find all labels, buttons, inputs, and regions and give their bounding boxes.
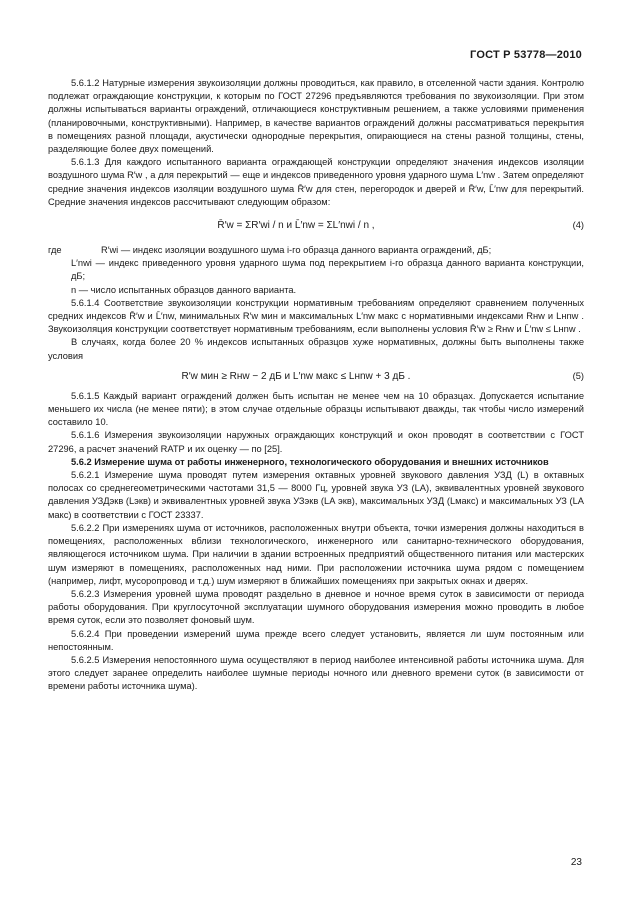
- document-code: ГОСТ Р 53778—2010: [470, 49, 582, 61]
- formula-5-number: (5): [572, 370, 584, 381]
- paragraph-5624: 5.6.2.4 При проведении измерений шума прежде всего следует установить, является ли шум постоянным или непостоянным.: [48, 628, 584, 652]
- where-rwi: R′wi — индекс изоляции воздушного шума i-го образца данного варианта ограждений, дБ;: [101, 245, 492, 256]
- paragraph-5616: 5.6.1.6 Измерения звукоизоляции наружных ограждающих конструкций и окон проводят в соответствии с ГОСТ 27296, а расчет значений RАТР и их оценку — по [25].: [48, 430, 584, 454]
- formula-4-expression: R̄′w = ΣR′wi / n и L̄′nw = ΣL′nwi / n ,: [217, 220, 375, 232]
- paragraph-5621: 5.6.2.1 Измерение шума проводят путем измерения октавных уровней звукового давления УЗД (L) в октавных полосах со среднегеометрическими частотами 31,5 — 8000 Гц, уровней звука УЗ (LА), эквивалентных уровней звукового давления УЗДэкв (Lэкв) и эквивалентных уровней звука УЗэкв (LА экв), максимальных УЗД (Lмакс) и максимальных УЗ (LА макс) в соответствии с ГОСТ 23337.: [48, 470, 584, 520]
- formula-4: [48, 213, 584, 241]
- page-number: 23: [570, 857, 582, 868]
- where-n: n — число испытанных образцов данного варианта.: [71, 284, 297, 295]
- paragraph-5622: 5.6.2.2 При измерениях шума от источников, расположенных внутри объекта, точки измерения должны находиться в помещениях, расположенных вблизи технологического, инженерного или санитарно-технического оборудования, являющегося источником шума. При наличии в здании встроенных предприятий общественного питания или мастерских шум измеряют в помещениях, расположенных над ними. При расположении источника шума рядом с помещением (например, лифт, мусоропровод и т.д.) шум измеряют в ближайших помещениях при закрытых окнах и дверях.: [48, 522, 584, 586]
- paragraph-5612: 5.6.1.2 Натурные измерения звукоизоляции должны проводиться, как правило, в отселенной части здания. Контролю подлежат ограждающие конструкции, к которым по ГОСТ 27296 предъявляются требования по звукоизоляции. При этом должны испытываться варианты ограждений, отличающиеся конструктивным решением, а также условиями применения (планировочными, конструктивными). Например, в качестве вариантов ограждений должны рассматриваться перекрытия в помещениях разной площади, акустически однородные перекрытия, опирающиеся на стены разной толщины, стены, разделяющие более двух помещений.: [48, 78, 584, 155]
- formula-5-expression: R′w мин ≥ Rнw − 2 дБ и L′nw макс ≤ Lнnw + 3 дБ .: [181, 370, 411, 382]
- paragraph-5613: 5.6.1.3 Для каждого испытанного варианта ограждающей конструкции определяют значения индексов изоляции воздушного шума R′w , а для перекрытий — еще и индексов приведенного уровня ударного шума L′nw . Затем определяют средние значения индексов изоляции воздушного шума R̄′w для стен, перегородок и дверей и R̄′w, L̄′nw для перекрытий. Средние значения индексов рассчитывают следующим образом:: [48, 157, 584, 207]
- page-content: [48, 77, 584, 694]
- where-lnwi: L′nwi — индекс приведенного уровня ударного шума под перекрытием i-го образца данного варианта конструкции, дБ;: [71, 258, 584, 282]
- paragraph-5623: 5.6.2.3 Измерения уровней шума проводят раздельно в дневное и ночное время суток в зависимости от периода работы оборудования. При круглосуточной эксплуатации шумного оборудования измерения можно проводить в любое время суток, если это позволяет фоновый шум.: [48, 588, 584, 626]
- formula-4-number: (4): [572, 220, 584, 231]
- paragraph-5614: 5.6.1.4 Соответствие звукоизоляции конструкции нормативным требованиям определяют сравнением полученных средних индексов R̄′w и L̄′nw, минимальных R′w мин и максимальных L′nw макс с нормативными индексами Rнw и Lнnw . Звукоизоляция конструкции соответствует нормативным требованиям, если выполнены условия R̄′w ≥ Rнw и L̄′nw ≤ Lнnw .: [48, 297, 584, 335]
- section-heading-562: 5.6.2 Измерение шума от работы инженерного, технологического оборудования и внешних источников: [71, 456, 549, 467]
- formula-5: [48, 367, 584, 387]
- where-label: где: [48, 245, 62, 256]
- paragraph-5615: 5.6.1.5 Каждый вариант ограждений должен быть испытан не менее чем на 10 образцах. Допускается испытание меньшего их числа (не менее пяти); в этом случае отдельные образцы испытывают дважды, так чтобы число измерений составило 10.: [48, 390, 584, 428]
- paragraph-cases: В случаях, когда более 20 % индексов испытанных образцов хуже нормативных, должны быть выполнены также условия: [48, 337, 584, 361]
- where-block: [48, 244, 584, 257]
- paragraph-5625: 5.6.2.5 Измерения непостоянного шума осуществляют в период наиболее интенсивной работы источника шума. Для этого следует заранее определить наиболее шумные периоды ночного или дневного времени суток (в зависимости от времени работы источника шума).: [48, 654, 584, 692]
